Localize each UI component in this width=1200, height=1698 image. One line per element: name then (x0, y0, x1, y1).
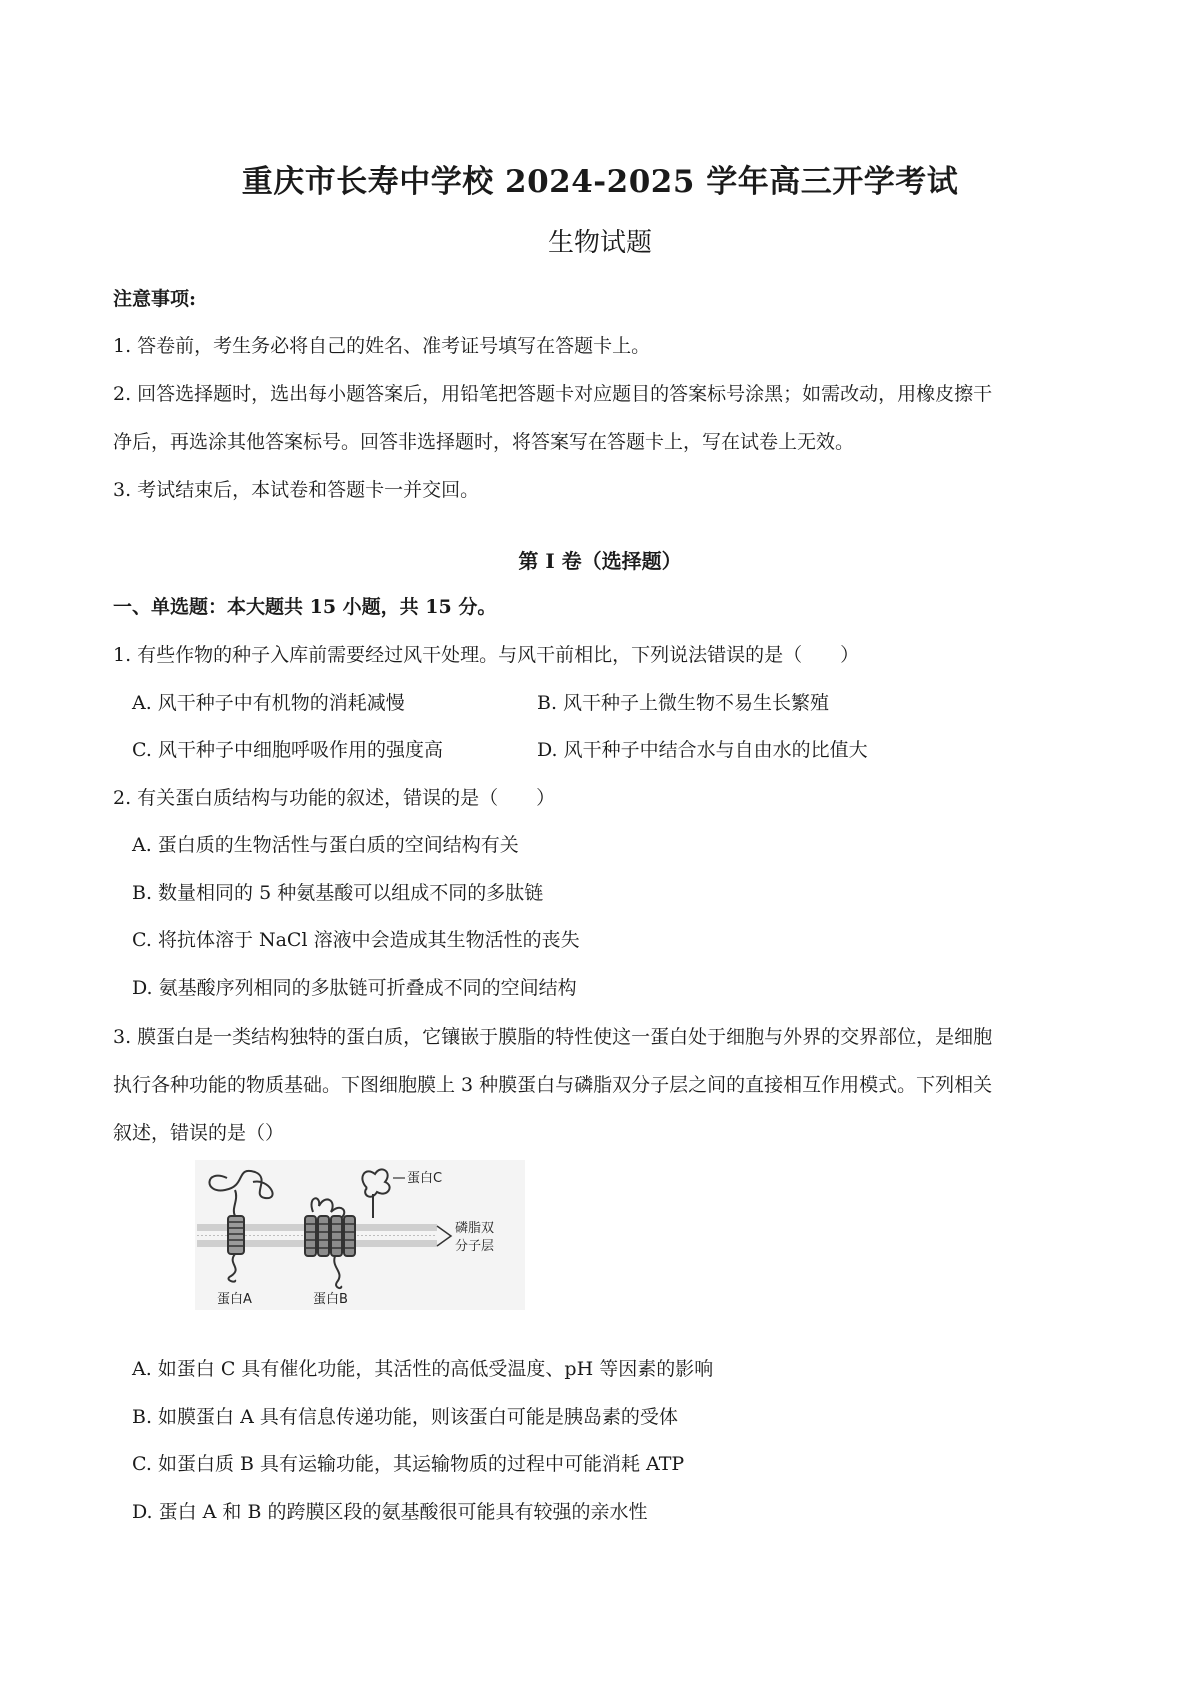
question-2-option-c: C. 将抗体溶于 NaCl 溶液中会造成其生物活性的丧失 (132, 929, 580, 951)
notice-item-2: 2. 回答选择题时，选出每小题答案后，用铅笔把答题卡对应题目的答案标号涂黑；如需改动，用橡皮擦干 (113, 383, 993, 405)
question-2-option-d: D. 氨基酸序列相同的多肽链可折叠成不同的空间结构 (132, 977, 577, 999)
question-3-option-d: D. 蛋白 A 和 B 的跨膜区段的氨基酸很可能具有较强的亲水性 (132, 1501, 648, 1523)
label-protein-c: 蛋白C (407, 1171, 443, 1186)
question-2-option-b: B. 数量相同的 5 种氨基酸可以组成不同的多肽链 (132, 882, 544, 904)
notice-item-3: 3. 考试结束后，本试卷和答题卡一并交回。 (113, 479, 480, 501)
label-bilayer-1: 磷脂双 (455, 1221, 495, 1236)
question-1-option-a: A. 风干种子中有机物的消耗减慢 (132, 692, 405, 714)
question-3-option-c: C. 如蛋白质 B 具有运输功能，其运输物质的过程中可能消耗 ATP (132, 1453, 685, 1475)
question-3-stem-line-2: 执行各种功能的物质基础。下图细胞膜上 3 种膜蛋白与磷脂双分子层之间的直接相互作用模式。下列相关 (113, 1074, 993, 1096)
question-3-option-a: A. 如蛋白 C 具有催化功能，其活性的高低受温度、pH 等因素的影响 (132, 1358, 714, 1380)
question-2-stem: 2. 有关蛋白质结构与功能的叙述，错误的是（ ） (113, 787, 556, 809)
label-protein-a: 蛋白A (217, 1292, 252, 1307)
question-3-stem-line-1: 3. 膜蛋白是一类结构独特的蛋白质，它镶嵌于膜脂的特性使这一蛋白处于细胞与外界的交界部位，是细胞 (113, 1026, 993, 1048)
label-bilayer-2: 分子层 (455, 1239, 495, 1254)
notice-item-1: 1. 答卷前，考生务必将自己的姓名、准考证号填写在答题卡上。 (113, 335, 651, 357)
section-title: 第 I 卷（选择题） (518, 549, 682, 573)
question-1-option-d: D. 风干种子中结合水与自由水的比值大 (537, 739, 868, 761)
question-3-stem-line-3: 叙述，错误的是（） (113, 1122, 285, 1144)
question-1-option-c: C. 风干种子中细胞呼吸作用的强度高 (132, 739, 443, 761)
label-protein-b: 蛋白B (313, 1292, 348, 1307)
part-heading: 一、单选题：本大题共 15 小题，共 15 分。 (113, 596, 497, 618)
notice-heading: 注意事项: (113, 288, 197, 310)
exam-subtitle: 生物试题 (547, 228, 652, 258)
question-1-option-b: B. 风干种子上微生物不易生长繁殖 (537, 692, 830, 714)
membrane-protein-figure (195, 1160, 525, 1310)
question-1-stem: 1. 有些作物的种子入库前需要经过风干处理。与风干前相比，下列说法错误的是（ ） (113, 644, 860, 666)
exam-title: 重庆市长寿中学校 2024-2025 学年高三开学考试 (241, 164, 959, 200)
notice-item-2-cont: 净后，再选涂其他答案标号。回答非选择题时，将答案写在答题卡上，写在试卷上无效。 (113, 431, 855, 453)
question-2-option-a: A. 蛋白质的生物活性与蛋白质的空间结构有关 (132, 834, 519, 856)
question-3-option-b: B. 如膜蛋白 A 具有信息传递功能，则该蛋白可能是胰岛素的受体 (132, 1406, 678, 1428)
